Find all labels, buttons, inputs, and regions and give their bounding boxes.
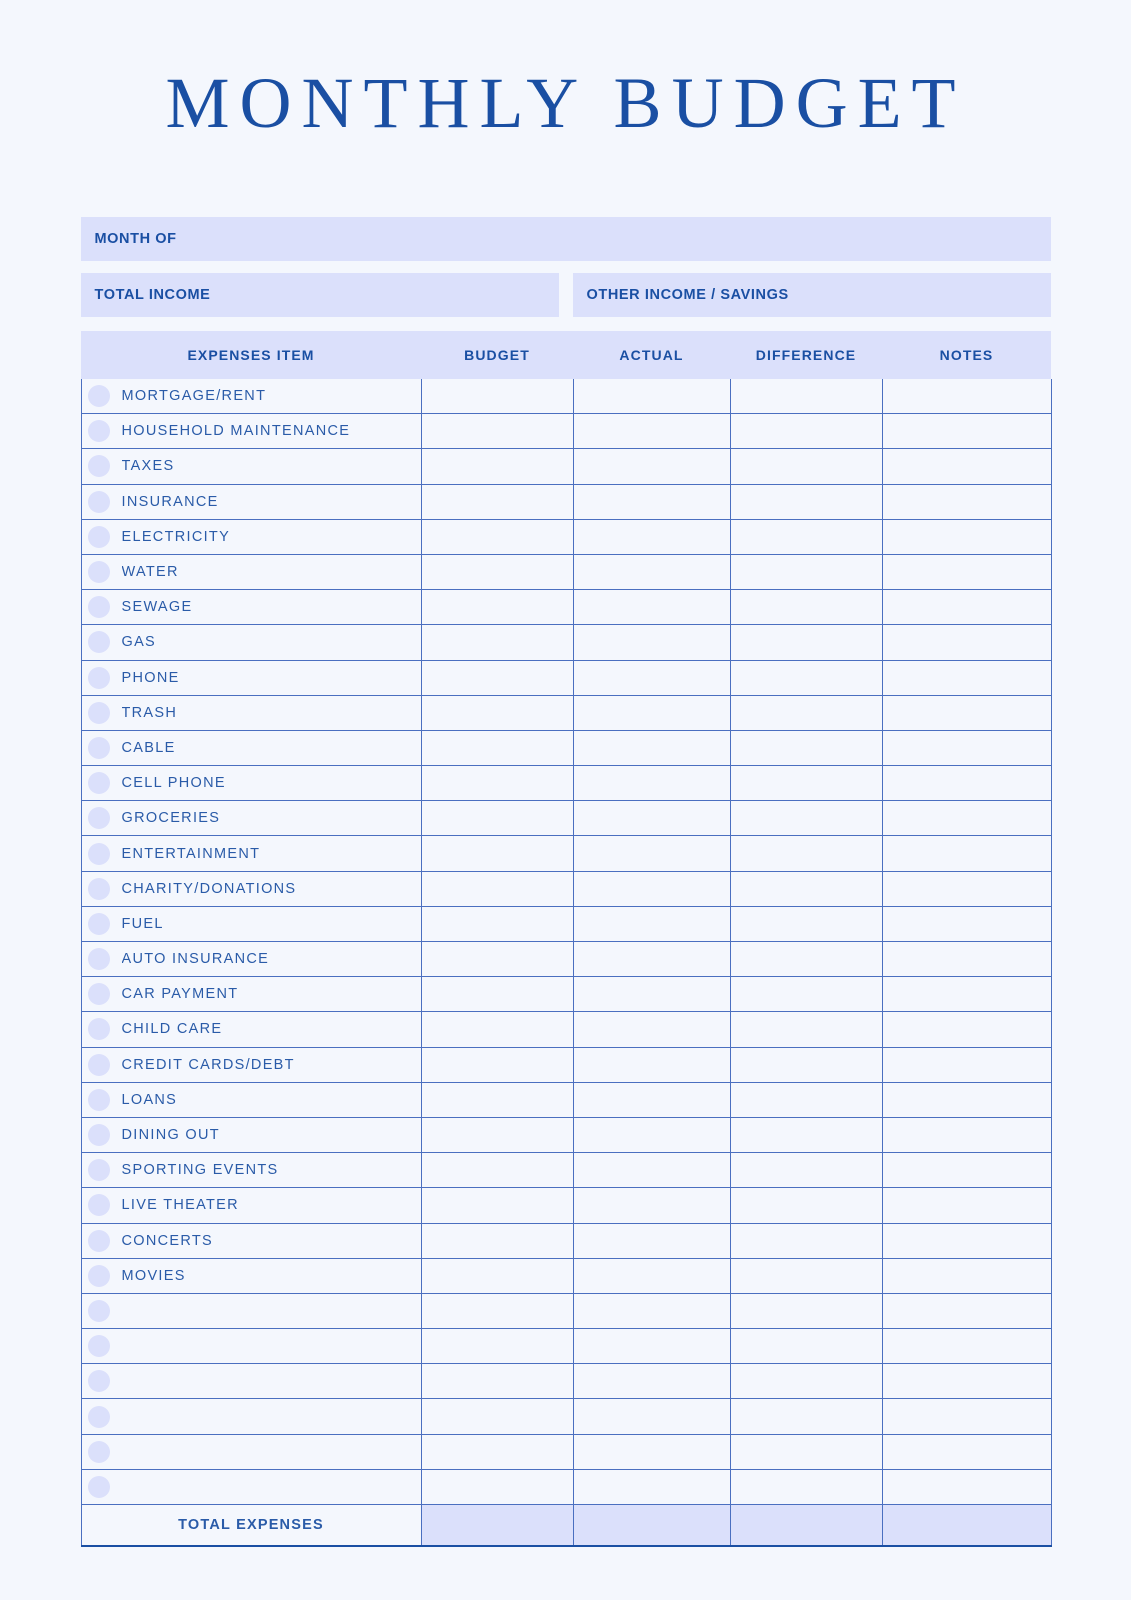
table-row bbox=[81, 554, 1051, 589]
table-row bbox=[81, 1434, 1051, 1469]
table-row bbox=[81, 1223, 1051, 1258]
expense-item-label: DINING OUT bbox=[121, 1127, 220, 1144]
checkbox-dot-icon[interactable] bbox=[88, 1194, 110, 1216]
checkbox-dot-icon[interactable] bbox=[88, 983, 110, 1005]
budget-cell[interactable] bbox=[421, 695, 573, 730]
total-budget-cell[interactable] bbox=[421, 1505, 573, 1547]
expenses-table bbox=[81, 331, 1052, 1547]
expense-item-cell[interactable] bbox=[81, 801, 421, 836]
expense-item-cell[interactable] bbox=[81, 660, 421, 695]
expense-item-label: CREDIT CARDS/DEBT bbox=[121, 1056, 295, 1073]
table-row bbox=[81, 1469, 1051, 1504]
checkbox-dot-icon[interactable] bbox=[88, 1406, 110, 1428]
expenses-table-body bbox=[81, 379, 1051, 1505]
total-actual-cell[interactable] bbox=[573, 1505, 730, 1547]
notes-cell[interactable] bbox=[882, 414, 1051, 449]
actual-cell[interactable] bbox=[573, 871, 730, 906]
notes-cell[interactable] bbox=[882, 977, 1051, 1012]
actual-cell[interactable] bbox=[573, 977, 730, 1012]
expense-item-cell[interactable] bbox=[81, 449, 421, 484]
checkbox-dot-icon[interactable] bbox=[88, 596, 110, 618]
checkbox-dot-icon[interactable] bbox=[88, 385, 110, 407]
difference-cell[interactable] bbox=[730, 836, 882, 871]
expense-item-cell[interactable] bbox=[81, 1153, 421, 1188]
budget-cell[interactable] bbox=[421, 379, 573, 414]
notes-cell[interactable] bbox=[882, 519, 1051, 554]
checkbox-dot-icon[interactable] bbox=[88, 737, 110, 759]
expense-item-label: FUEL bbox=[121, 915, 164, 932]
budget-cell[interactable] bbox=[421, 414, 573, 449]
notes-cell[interactable] bbox=[882, 1223, 1051, 1258]
actual-cell[interactable] bbox=[573, 1082, 730, 1117]
actual-cell[interactable] bbox=[573, 1329, 730, 1364]
budget-cell[interactable] bbox=[421, 766, 573, 801]
expense-item-label: CELL PHONE bbox=[121, 775, 226, 792]
expense-item-label: CHARITY/DONATIONS bbox=[121, 880, 297, 897]
actual-cell[interactable] bbox=[573, 801, 730, 836]
notes-cell[interactable] bbox=[882, 1469, 1051, 1504]
checkbox-dot-icon[interactable] bbox=[88, 491, 110, 513]
expense-item-label: ELECTRICITY bbox=[121, 528, 231, 545]
budget-cell[interactable] bbox=[421, 1329, 573, 1364]
table-row bbox=[81, 1258, 1051, 1293]
expense-item-cell[interactable] bbox=[81, 379, 421, 414]
checkbox-dot-icon[interactable] bbox=[88, 807, 110, 829]
difference-cell[interactable] bbox=[730, 695, 882, 730]
budget-cell[interactable] bbox=[421, 1047, 573, 1082]
actual-cell[interactable] bbox=[573, 1117, 730, 1152]
budget-cell[interactable] bbox=[421, 1153, 573, 1188]
header-difference: DIFFERENCE bbox=[730, 331, 882, 379]
table-row bbox=[81, 1153, 1051, 1188]
notes-cell[interactable] bbox=[882, 484, 1051, 519]
month-of-field[interactable]: MONTH OF bbox=[81, 217, 1051, 261]
budget-cell[interactable] bbox=[421, 1223, 573, 1258]
expense-item-cell[interactable] bbox=[81, 1434, 421, 1469]
budget-cell[interactable] bbox=[421, 836, 573, 871]
actual-cell[interactable] bbox=[573, 1434, 730, 1469]
difference-cell[interactable] bbox=[730, 519, 882, 554]
actual-cell[interactable] bbox=[573, 1223, 730, 1258]
total-expenses-row bbox=[81, 1505, 1051, 1547]
budget-cell[interactable] bbox=[421, 1117, 573, 1152]
budget-cell[interactable] bbox=[421, 660, 573, 695]
checkbox-dot-icon[interactable] bbox=[88, 1300, 110, 1322]
budget-cell[interactable] bbox=[421, 1012, 573, 1047]
expense-item-label: ENTERTAINMENT bbox=[121, 845, 261, 862]
difference-cell[interactable] bbox=[730, 906, 882, 941]
expense-item-cell[interactable] bbox=[81, 1293, 421, 1328]
notes-cell[interactable] bbox=[882, 1082, 1051, 1117]
expense-item-cell[interactable] bbox=[81, 1258, 421, 1293]
expense-item-cell[interactable] bbox=[81, 1012, 421, 1047]
checkbox-dot-icon[interactable] bbox=[88, 843, 110, 865]
expense-item-label: INSURANCE bbox=[121, 493, 219, 510]
budget-cell[interactable] bbox=[421, 519, 573, 554]
actual-cell[interactable] bbox=[573, 1469, 730, 1504]
budget-cell[interactable] bbox=[421, 1082, 573, 1117]
difference-cell[interactable] bbox=[730, 379, 882, 414]
table-row bbox=[81, 625, 1051, 660]
expense-item-cell[interactable] bbox=[81, 942, 421, 977]
expense-item-cell[interactable] bbox=[81, 1117, 421, 1152]
difference-cell[interactable] bbox=[730, 1153, 882, 1188]
header-notes: NOTES bbox=[882, 331, 1051, 379]
difference-cell[interactable] bbox=[730, 625, 882, 660]
expense-item-label: PHONE bbox=[121, 669, 180, 686]
actual-cell[interactable] bbox=[573, 1258, 730, 1293]
expense-item-cell[interactable] bbox=[81, 625, 421, 660]
total-expenses-label: TOTAL EXPENSES bbox=[81, 1505, 421, 1547]
table-row bbox=[81, 695, 1051, 730]
expense-item-label: GROCERIES bbox=[121, 810, 221, 827]
checkbox-dot-icon[interactable] bbox=[88, 667, 110, 689]
actual-cell[interactable] bbox=[573, 379, 730, 414]
actual-cell[interactable] bbox=[573, 1012, 730, 1047]
notes-cell[interactable] bbox=[882, 836, 1051, 871]
expense-item-label: HOUSEHOLD MAINTENANCE bbox=[121, 423, 351, 440]
table-row bbox=[81, 379, 1051, 414]
expense-item-label: LIVE THEATER bbox=[121, 1197, 239, 1214]
actual-cell[interactable] bbox=[573, 449, 730, 484]
expense-item-label: LOANS bbox=[121, 1091, 178, 1108]
notes-cell[interactable] bbox=[882, 1434, 1051, 1469]
other-income-savings-field[interactable]: OTHER INCOME / SAVINGS bbox=[573, 273, 1051, 317]
checkbox-dot-icon[interactable] bbox=[88, 631, 110, 653]
expense-item-cell[interactable] bbox=[81, 871, 421, 906]
notes-cell[interactable] bbox=[882, 660, 1051, 695]
budget-cell[interactable] bbox=[421, 554, 573, 589]
budget-cell[interactable] bbox=[421, 1258, 573, 1293]
checkbox-dot-icon[interactable] bbox=[88, 772, 110, 794]
expense-item-label: TAXES bbox=[121, 458, 175, 475]
actual-cell[interactable] bbox=[573, 484, 730, 519]
table-row bbox=[81, 801, 1051, 836]
expense-item-cell[interactable] bbox=[81, 1364, 421, 1399]
notes-cell[interactable] bbox=[882, 766, 1051, 801]
difference-cell[interactable] bbox=[730, 730, 882, 765]
actual-cell[interactable] bbox=[573, 1153, 730, 1188]
actual-cell[interactable] bbox=[573, 766, 730, 801]
expense-item-label: CABLE bbox=[121, 739, 176, 756]
expense-item-label: TRASH bbox=[121, 704, 178, 721]
difference-cell[interactable] bbox=[730, 977, 882, 1012]
difference-cell[interactable] bbox=[730, 1364, 882, 1399]
table-row bbox=[81, 414, 1051, 449]
difference-cell[interactable] bbox=[730, 1329, 882, 1364]
budget-cell[interactable] bbox=[421, 730, 573, 765]
difference-cell[interactable] bbox=[730, 1117, 882, 1152]
difference-cell[interactable] bbox=[730, 414, 882, 449]
checkbox-dot-icon[interactable] bbox=[88, 878, 110, 900]
difference-cell[interactable] bbox=[730, 1188, 882, 1223]
expense-item-cell[interactable] bbox=[81, 1223, 421, 1258]
notes-cell[interactable] bbox=[882, 695, 1051, 730]
table-row bbox=[81, 1047, 1051, 1082]
checkbox-dot-icon[interactable] bbox=[88, 1335, 110, 1357]
table-row bbox=[81, 766, 1051, 801]
expense-item-label: AUTO INSURANCE bbox=[121, 951, 270, 968]
table-row bbox=[81, 449, 1051, 484]
difference-cell[interactable] bbox=[730, 1258, 882, 1293]
checkbox-dot-icon[interactable] bbox=[88, 1159, 110, 1181]
difference-cell[interactable] bbox=[730, 660, 882, 695]
notes-cell[interactable] bbox=[882, 1329, 1051, 1364]
actual-cell[interactable] bbox=[573, 414, 730, 449]
expense-item-label: CONCERTS bbox=[121, 1232, 214, 1249]
notes-cell[interactable] bbox=[882, 1153, 1051, 1188]
budget-cell[interactable] bbox=[421, 1469, 573, 1504]
budget-sheet bbox=[81, 145, 1051, 1547]
header-budget: BUDGET bbox=[421, 331, 573, 379]
difference-cell[interactable] bbox=[730, 801, 882, 836]
checkbox-dot-icon[interactable] bbox=[88, 561, 110, 583]
total-notes-cell[interactable] bbox=[882, 1505, 1051, 1547]
checkbox-dot-icon[interactable] bbox=[88, 420, 110, 442]
table-row bbox=[81, 871, 1051, 906]
actual-cell[interactable] bbox=[573, 660, 730, 695]
expense-item-cell[interactable] bbox=[81, 590, 421, 625]
table-row bbox=[81, 836, 1051, 871]
notes-cell[interactable] bbox=[882, 942, 1051, 977]
expense-item-cell[interactable] bbox=[81, 977, 421, 1012]
notes-cell[interactable] bbox=[882, 801, 1051, 836]
budget-cell[interactable] bbox=[421, 906, 573, 941]
table-row bbox=[81, 1117, 1051, 1152]
actual-cell[interactable] bbox=[573, 1399, 730, 1434]
table-row bbox=[81, 906, 1051, 941]
difference-cell[interactable] bbox=[730, 1434, 882, 1469]
checkbox-dot-icon[interactable] bbox=[88, 526, 110, 548]
notes-cell[interactable] bbox=[882, 1399, 1051, 1434]
notes-cell[interactable] bbox=[882, 1293, 1051, 1328]
notes-cell[interactable] bbox=[882, 379, 1051, 414]
expense-item-cell[interactable] bbox=[81, 1047, 421, 1082]
table-row bbox=[81, 942, 1051, 977]
notes-cell[interactable] bbox=[882, 871, 1051, 906]
expense-item-cell[interactable] bbox=[81, 414, 421, 449]
table-row bbox=[81, 660, 1051, 695]
difference-cell[interactable] bbox=[730, 942, 882, 977]
expense-item-cell[interactable] bbox=[81, 1082, 421, 1117]
checkbox-dot-icon[interactable] bbox=[88, 1089, 110, 1111]
expense-item-cell[interactable] bbox=[81, 1469, 421, 1504]
table-row bbox=[81, 1364, 1051, 1399]
checkbox-dot-icon[interactable] bbox=[88, 702, 110, 724]
actual-cell[interactable] bbox=[573, 590, 730, 625]
table-row bbox=[81, 519, 1051, 554]
actual-cell[interactable] bbox=[573, 730, 730, 765]
checkbox-dot-icon[interactable] bbox=[88, 1230, 110, 1252]
expense-item-label: CAR PAYMENT bbox=[121, 986, 239, 1003]
notes-cell[interactable] bbox=[882, 1047, 1051, 1082]
actual-cell[interactable] bbox=[573, 1188, 730, 1223]
table-row bbox=[81, 1293, 1051, 1328]
expense-item-cell[interactable] bbox=[81, 1329, 421, 1364]
notes-cell[interactable] bbox=[882, 1364, 1051, 1399]
budget-cell[interactable] bbox=[421, 590, 573, 625]
difference-cell[interactable] bbox=[730, 766, 882, 801]
header-actual: ACTUAL bbox=[573, 331, 730, 379]
table-row bbox=[81, 730, 1051, 765]
notes-cell[interactable] bbox=[882, 1258, 1051, 1293]
expense-item-cell[interactable] bbox=[81, 519, 421, 554]
page-title: MONTHLY BUDGET bbox=[165, 63, 966, 143]
actual-cell[interactable] bbox=[573, 1047, 730, 1082]
difference-cell[interactable] bbox=[730, 484, 882, 519]
notes-cell[interactable] bbox=[882, 590, 1051, 625]
income-band-row bbox=[81, 273, 1051, 317]
expense-item-label: MORTGAGE/RENT bbox=[121, 388, 267, 405]
difference-cell[interactable] bbox=[730, 554, 882, 589]
expense-item-cell[interactable] bbox=[81, 1188, 421, 1223]
header-expenses-item: EXPENSES ITEM bbox=[81, 331, 421, 379]
expense-item-label: CHILD CARE bbox=[121, 1021, 223, 1038]
checkbox-dot-icon[interactable] bbox=[88, 1476, 110, 1498]
expense-item-label: GAS bbox=[121, 634, 157, 651]
budget-cell[interactable] bbox=[421, 1434, 573, 1469]
expense-item-label: MOVIES bbox=[121, 1267, 186, 1284]
budget-cell[interactable] bbox=[421, 871, 573, 906]
actual-cell[interactable] bbox=[573, 942, 730, 977]
budget-cell[interactable] bbox=[421, 1188, 573, 1223]
expense-item-cell[interactable] bbox=[81, 730, 421, 765]
actual-cell[interactable] bbox=[573, 906, 730, 941]
expense-item-cell[interactable] bbox=[81, 484, 421, 519]
expense-item-cell[interactable] bbox=[81, 554, 421, 589]
checkbox-dot-icon[interactable] bbox=[88, 948, 110, 970]
table-row bbox=[81, 590, 1051, 625]
total-income-field[interactable]: TOTAL INCOME bbox=[81, 273, 559, 317]
table-row bbox=[81, 1329, 1051, 1364]
notes-cell[interactable] bbox=[882, 1117, 1051, 1152]
actual-cell[interactable] bbox=[573, 625, 730, 660]
checkbox-dot-icon[interactable] bbox=[88, 1441, 110, 1463]
actual-cell[interactable] bbox=[573, 1364, 730, 1399]
table-row bbox=[81, 1012, 1051, 1047]
budget-cell[interactable] bbox=[421, 1399, 573, 1434]
budget-cell[interactable] bbox=[421, 977, 573, 1012]
checkbox-dot-icon[interactable] bbox=[88, 1370, 110, 1392]
table-header-row bbox=[81, 331, 1051, 379]
budget-cell[interactable] bbox=[421, 1364, 573, 1399]
expense-item-cell[interactable] bbox=[81, 766, 421, 801]
actual-cell[interactable] bbox=[573, 554, 730, 589]
difference-cell[interactable] bbox=[730, 871, 882, 906]
checkbox-dot-icon[interactable] bbox=[88, 1124, 110, 1146]
table-row bbox=[81, 977, 1051, 1012]
checkbox-dot-icon[interactable] bbox=[88, 1265, 110, 1287]
total-difference-cell[interactable] bbox=[730, 1505, 882, 1547]
checkbox-dot-icon[interactable] bbox=[88, 1018, 110, 1040]
budget-cell[interactable] bbox=[421, 1293, 573, 1328]
notes-cell[interactable] bbox=[882, 730, 1051, 765]
budget-cell[interactable] bbox=[421, 801, 573, 836]
actual-cell[interactable] bbox=[573, 836, 730, 871]
table-row bbox=[81, 1082, 1051, 1117]
expense-item-label: WATER bbox=[121, 564, 179, 581]
notes-cell[interactable] bbox=[882, 906, 1051, 941]
actual-cell[interactable] bbox=[573, 695, 730, 730]
expense-item-label: SPORTING EVENTS bbox=[121, 1162, 279, 1179]
notes-cell[interactable] bbox=[882, 1188, 1051, 1223]
actual-cell[interactable] bbox=[573, 1293, 730, 1328]
difference-cell[interactable] bbox=[730, 1293, 882, 1328]
expense-item-cell[interactable] bbox=[81, 836, 421, 871]
expense-item-cell[interactable] bbox=[81, 695, 421, 730]
budget-cell[interactable] bbox=[421, 625, 573, 660]
difference-cell[interactable] bbox=[730, 449, 882, 484]
difference-cell[interactable] bbox=[730, 1082, 882, 1117]
table-row bbox=[81, 1399, 1051, 1434]
table-row bbox=[81, 484, 1051, 519]
notes-cell[interactable] bbox=[882, 554, 1051, 589]
budget-cell[interactable] bbox=[421, 942, 573, 977]
difference-cell[interactable] bbox=[730, 1469, 882, 1504]
actual-cell[interactable] bbox=[573, 519, 730, 554]
budget-cell[interactable] bbox=[421, 484, 573, 519]
checkbox-dot-icon[interactable] bbox=[88, 455, 110, 477]
expense-item-cell[interactable] bbox=[81, 906, 421, 941]
notes-cell[interactable] bbox=[882, 449, 1051, 484]
difference-cell[interactable] bbox=[730, 1223, 882, 1258]
difference-cell[interactable] bbox=[730, 590, 882, 625]
checkbox-dot-icon[interactable] bbox=[88, 913, 110, 935]
notes-cell[interactable] bbox=[882, 1012, 1051, 1047]
difference-cell[interactable] bbox=[730, 1012, 882, 1047]
expense-item-label: SEWAGE bbox=[121, 599, 193, 616]
expense-item-cell[interactable] bbox=[81, 1399, 421, 1434]
table-row bbox=[81, 1188, 1051, 1223]
budget-cell[interactable] bbox=[421, 449, 573, 484]
difference-cell[interactable] bbox=[730, 1399, 882, 1434]
checkbox-dot-icon[interactable] bbox=[88, 1054, 110, 1076]
difference-cell[interactable] bbox=[730, 1047, 882, 1082]
notes-cell[interactable] bbox=[882, 625, 1051, 660]
